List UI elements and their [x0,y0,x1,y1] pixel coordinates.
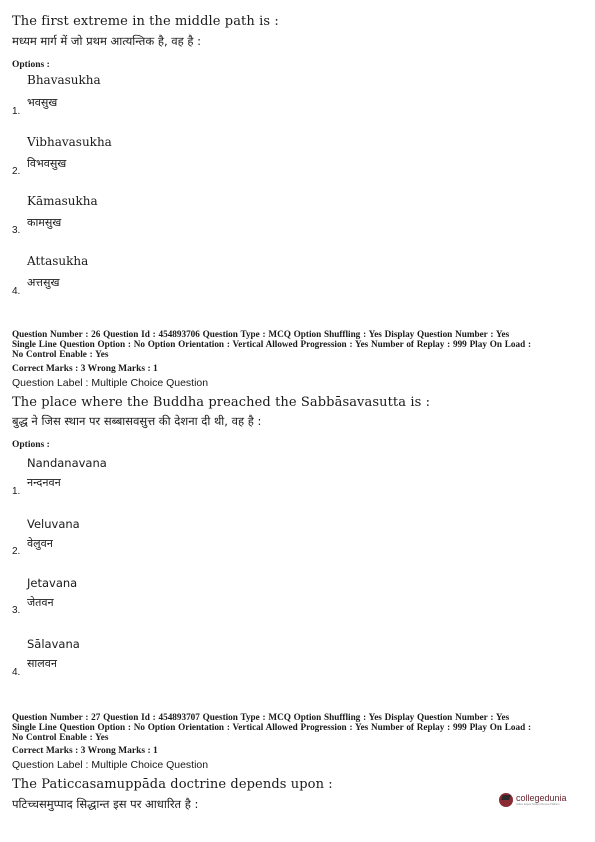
meta-line: No Control Enable : Yes [12,732,109,742]
q26-options-heading: Options : [12,440,50,450]
option-text-hindi: विभवसुख [27,157,67,170]
q27-question-english: The Paticcasamuppāda doctrine depends upon : [12,777,333,792]
option-number: 3. [12,225,21,236]
option-number: 4. [12,286,21,297]
meta-line: Single Line Question Option : No Option Orientation : Vertical Allowed Progression : Yes Number of Replay : 999 Play On Load : [12,722,532,732]
option-text-english: Attasukha [27,254,89,268]
option-text-english: Jetavana [27,576,78,590]
q25-question-english: The first extreme in the middle path is : [12,14,279,29]
watermark-tagline: India's largest Student Review Platform [516,803,560,806]
q27-marks: Correct Marks : 3 Wrong Marks : 1 [12,746,158,756]
watermark-brand: collegedunia [516,793,567,803]
q27-metadata [12,712,582,742]
option-text-hindi: जेतवन [27,596,54,609]
option-text-english: Bhavasukha [27,73,101,87]
option-number: 3. [12,605,21,616]
option-text-english: Sālavana [27,637,80,651]
q26-question-label: Question Label : Multiple Choice Question [12,377,209,389]
q26-question-hindi: बुद्ध ने जिस स्थान पर सब्बासवसुत्त की देशना दी थी, वह है : [12,414,262,428]
collegedunia-watermark [499,793,567,807]
q25-question-hindi: मध्यम मार्ग में जो प्रथम आत्यन्तिक है, वह है : [12,34,202,48]
meta-line: Question Number : 26 Question Id : 454893706 Question Type : MCQ Option Shuffling : Yes Display Question Number : Yes [12,329,510,339]
option-text-hindi: भवसुख [27,96,58,109]
meta-line: No Control Enable : Yes [12,349,109,359]
option-number: 1. [12,486,21,497]
option-text-hindi: नन्दनवन [27,476,61,489]
option-text-hindi: अत्तसुख [27,276,60,289]
option-text-english: Kāmasukha [27,194,98,208]
q27-question-label: Question Label : Multiple Choice Question [12,759,209,771]
q25-options-heading: Options : [12,60,50,70]
meta-line: Question Number : 27 Question Id : 454893707 Question Type : MCQ Option Shuffling : Yes Display Question Number : Yes [12,712,510,722]
option-number: 2. [12,546,21,557]
option-text-english: Veluvana [27,517,80,531]
option-text-hindi: वेलुवन [27,537,53,550]
option-number: 2. [12,166,21,177]
option-text-english: Nandanavana [27,456,107,470]
q26-metadata [12,329,582,359]
meta-line: Single Line Question Option : No Option Orientation : Vertical Allowed Progression : Yes Number of Replay : 999 Play On Load : [12,339,532,349]
q26-marks: Correct Marks : 3 Wrong Marks : 1 [12,364,158,374]
option-text-english: Vibhavasukha [27,135,112,149]
option-number: 4. [12,667,21,678]
q27-question-hindi: पटिच्चसमुप्पाद सिद्धान्त इस पर आधारित है : [12,797,199,811]
option-number: 1. [12,106,21,117]
q26-question-english: The place where the Buddha preached the Sabbāsavasutta is : [12,395,431,410]
graduation-cap-icon [499,793,513,807]
option-text-hindi: सालवन [27,657,57,670]
option-text-hindi: कामसुख [27,216,62,229]
